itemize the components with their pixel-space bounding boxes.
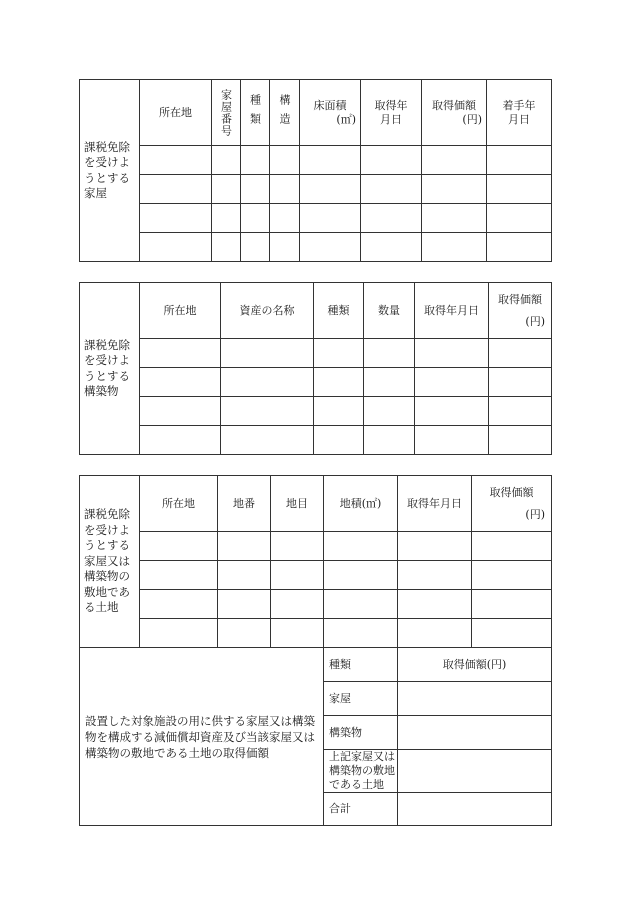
- cell[interactable]: [487, 204, 552, 233]
- table-row: [80, 175, 552, 204]
- cell[interactable]: [314, 368, 364, 397]
- cell[interactable]: [489, 339, 552, 368]
- cell[interactable]: [271, 619, 324, 648]
- cell[interactable]: [212, 146, 241, 175]
- cell[interactable]: [361, 175, 422, 204]
- cell[interactable]: [361, 204, 422, 233]
- table-row: [80, 368, 552, 397]
- cell[interactable]: [324, 590, 398, 619]
- cell[interactable]: [218, 561, 271, 590]
- cell[interactable]: [221, 368, 314, 397]
- header-acq-price: 取得価額 (円): [422, 80, 487, 146]
- cell[interactable]: [489, 397, 552, 426]
- cell[interactable]: [422, 175, 487, 204]
- summary-label: 設置した対象施設の用に供する家屋又は構築物を構成する減価償却資産及び当該家屋又は構築物の敷地である土地の取得価額: [80, 648, 324, 826]
- cell[interactable]: [472, 590, 552, 619]
- cell[interactable]: [489, 368, 552, 397]
- table-row: [80, 619, 552, 648]
- cell[interactable]: [270, 204, 300, 233]
- header-structure: 構造: [270, 80, 300, 146]
- header-kind: 種類: [314, 283, 364, 339]
- header-location: 所在地: [140, 283, 221, 339]
- header-land-area: 地積(㎡): [324, 476, 398, 532]
- cell[interactable]: [212, 233, 241, 262]
- cell[interactable]: [487, 175, 552, 204]
- summary-row-structure: 構築物: [324, 716, 398, 750]
- header-kind: 種類: [241, 80, 270, 146]
- cell[interactable]: [140, 561, 218, 590]
- cell[interactable]: [140, 204, 212, 233]
- header-land-category: 地目: [271, 476, 324, 532]
- cell[interactable]: [270, 175, 300, 204]
- cell[interactable]: [140, 146, 212, 175]
- cell[interactable]: [364, 339, 415, 368]
- header-asset-name: 資産の名称: [221, 283, 314, 339]
- header-acq-date: 取得年月日: [415, 283, 489, 339]
- header-house-number: 家屋番号: [212, 80, 241, 146]
- summary-price-header: 取得価額(円): [398, 648, 552, 682]
- cell[interactable]: [271, 590, 324, 619]
- cell[interactable]: [398, 619, 472, 648]
- header-start-date: 着手年 月日: [487, 80, 552, 146]
- cell[interactable]: [324, 561, 398, 590]
- header-floor-area: 床面積 (㎡): [300, 80, 361, 146]
- header-acq-price: 取得価額 (円): [472, 476, 552, 532]
- cell[interactable]: [241, 204, 270, 233]
- cell[interactable]: [271, 561, 324, 590]
- land-table: [79, 475, 552, 826]
- table-row: [80, 426, 552, 455]
- structure-table: [79, 282, 552, 455]
- cell[interactable]: [300, 146, 361, 175]
- cell[interactable]: [212, 204, 241, 233]
- header-location: 所在地: [140, 80, 212, 146]
- header-location: 所在地: [140, 476, 218, 532]
- cell[interactable]: [221, 339, 314, 368]
- cell[interactable]: [487, 146, 552, 175]
- cell[interactable]: [361, 233, 422, 262]
- cell[interactable]: [218, 590, 271, 619]
- cell[interactable]: [270, 146, 300, 175]
- cell[interactable]: [398, 561, 472, 590]
- summary-row-house: 家屋: [324, 682, 398, 716]
- header-lot-number: 地番: [218, 476, 271, 532]
- cell[interactable]: [218, 532, 271, 561]
- house-side-label: 課税免除を受けようとする家屋: [80, 80, 140, 262]
- cell[interactable]: [415, 426, 489, 455]
- summary-value-land[interactable]: [398, 750, 552, 793]
- cell[interactable]: [398, 532, 472, 561]
- summary-value-structure[interactable]: [398, 716, 552, 750]
- header-acq-date: 取得年月日: [398, 476, 472, 532]
- cell[interactable]: [314, 339, 364, 368]
- cell[interactable]: [140, 590, 218, 619]
- cell[interactable]: [140, 532, 218, 561]
- cell[interactable]: [300, 175, 361, 204]
- cell[interactable]: [415, 397, 489, 426]
- cell[interactable]: [300, 204, 361, 233]
- cell[interactable]: [270, 233, 300, 262]
- cell[interactable]: [212, 175, 241, 204]
- summary-value-total[interactable]: [398, 793, 552, 826]
- cell[interactable]: [364, 368, 415, 397]
- cell[interactable]: [140, 619, 218, 648]
- cell[interactable]: [241, 233, 270, 262]
- table-row: [80, 532, 552, 561]
- cell[interactable]: [487, 233, 552, 262]
- cell[interactable]: [472, 619, 552, 648]
- cell[interactable]: [271, 532, 324, 561]
- cell[interactable]: [489, 426, 552, 455]
- cell[interactable]: [140, 397, 221, 426]
- cell[interactable]: [324, 532, 398, 561]
- header-acq-date: 取得年 月日: [361, 80, 422, 146]
- cell[interactable]: [415, 368, 489, 397]
- header-acq-price: 取得価額 (円): [489, 283, 552, 339]
- cell[interactable]: [364, 426, 415, 455]
- cell[interactable]: [140, 368, 221, 397]
- cell[interactable]: [361, 146, 422, 175]
- summary-row-total: 合計: [324, 793, 398, 826]
- cell[interactable]: [472, 532, 552, 561]
- cell[interactable]: [221, 426, 314, 455]
- table-row: [80, 233, 552, 262]
- house-table: [79, 79, 552, 262]
- table-row: [80, 397, 552, 426]
- cell[interactable]: [472, 561, 552, 590]
- summary-row-land: 上記家屋又は構築物の敷地である土地: [324, 750, 398, 793]
- structure-side-label: 課税免除を受けようとする構築物: [80, 283, 140, 455]
- table-row: [80, 204, 552, 233]
- land-side-label: 課税免除を受けようとする家屋又は構築物の敷地である土地: [80, 476, 140, 648]
- cell[interactable]: [140, 175, 212, 204]
- cell[interactable]: [422, 146, 487, 175]
- cell[interactable]: [241, 146, 270, 175]
- cell[interactable]: [314, 397, 364, 426]
- cell[interactable]: [140, 426, 221, 455]
- cell[interactable]: [415, 339, 489, 368]
- cell[interactable]: [218, 619, 271, 648]
- cell[interactable]: [422, 204, 487, 233]
- summary-kind-header: 種類: [324, 648, 398, 682]
- cell[interactable]: [140, 233, 212, 262]
- cell[interactable]: [241, 175, 270, 204]
- cell[interactable]: [324, 619, 398, 648]
- cell[interactable]: [140, 339, 221, 368]
- header-quantity: 数量: [364, 283, 415, 339]
- table-row: [80, 590, 552, 619]
- cell[interactable]: [364, 397, 415, 426]
- cell[interactable]: [422, 233, 487, 262]
- table-row: [80, 339, 552, 368]
- cell[interactable]: [398, 590, 472, 619]
- cell[interactable]: [300, 233, 361, 262]
- summary-value-house[interactable]: [398, 682, 552, 716]
- cell[interactable]: [314, 426, 364, 455]
- table-row: [80, 561, 552, 590]
- table-row: [80, 146, 552, 175]
- cell[interactable]: [221, 397, 314, 426]
